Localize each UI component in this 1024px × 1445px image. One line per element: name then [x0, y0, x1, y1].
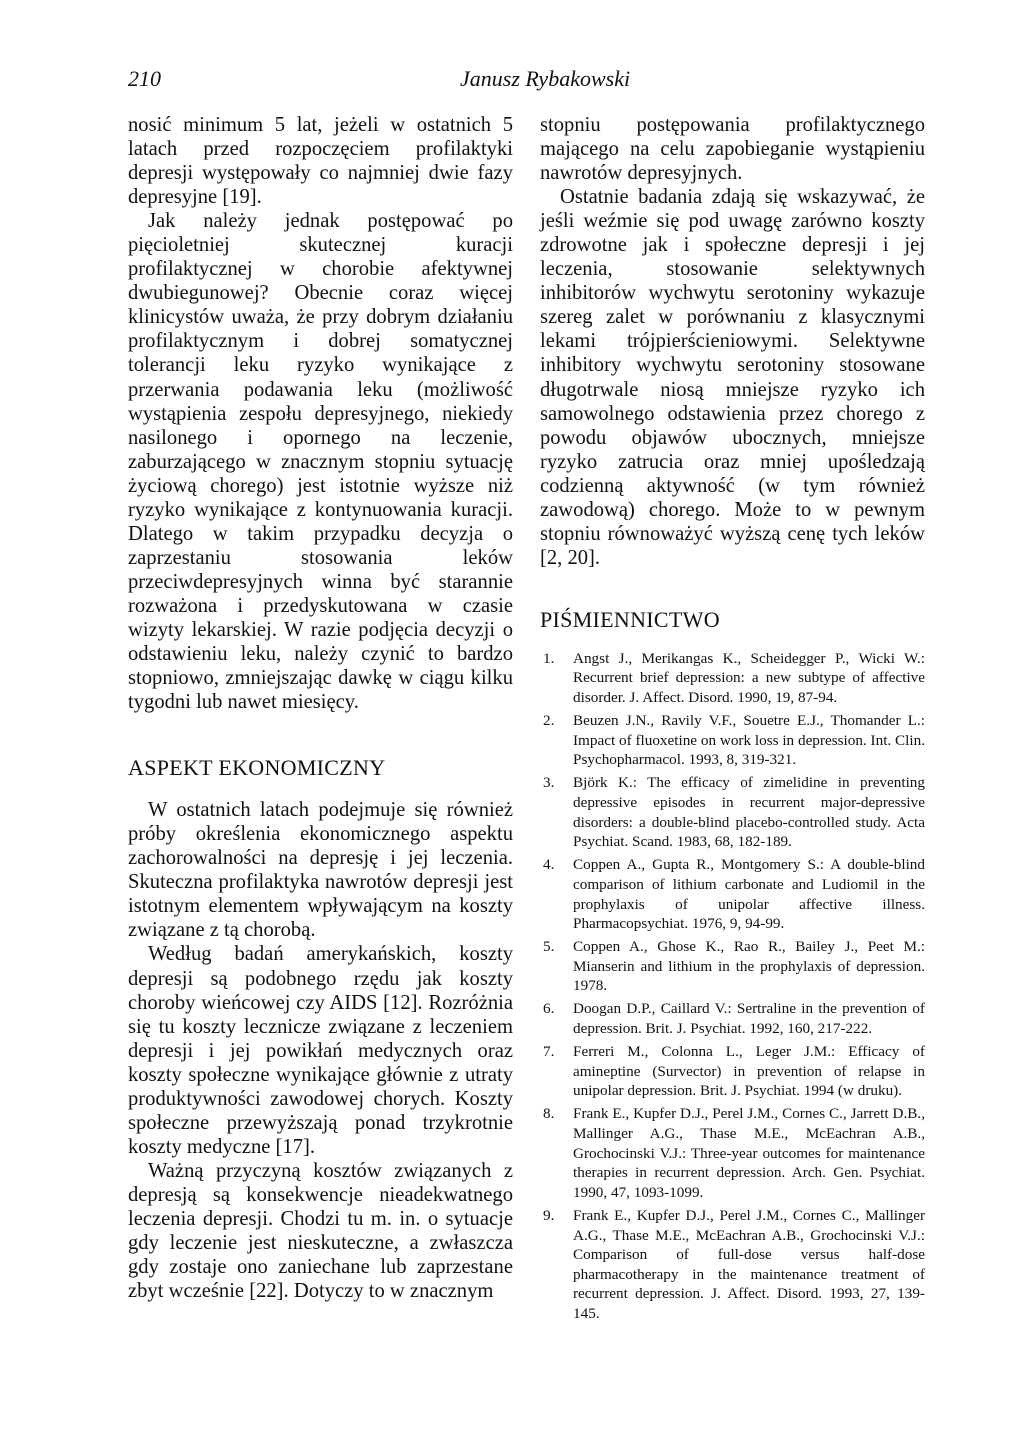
paragraph: nosić minimum 5 lat, jeżeli w ostatnich 5 latach przed rozpoczęciem profilaktyki depresji występowały co najmniej dwie fazy depresyjne [19].: [128, 114, 513, 209]
reference-number: 5.: [543, 938, 555, 956]
reference-list: [540, 649, 925, 1324]
paragraph: W ostatnich latach podejmuje się również próby określenia ekonomicznego aspektu zachorowalności na depresję i jej leczenia. Skuteczna profilaktyka nawrotów depresji jest istotnym elementem wpływającym na koszty związane z tą chorobą.: [128, 799, 513, 942]
reference-number: 2.: [543, 712, 555, 730]
running-head-author: Janusz Rybakowski: [460, 66, 631, 91]
reference-text: Coppen A., Ghose K., Rao R., Bailey J., Peet M.: Mianserin and lithium in the prophylaxis of depression. 1978.: [573, 938, 925, 995]
paragraph: stopniu postępowania profilaktycznego mającego na celu zapobieganie wystąpieniu nawrotów depresyjnych.: [540, 114, 925, 185]
reference-number: 7.: [543, 1043, 555, 1061]
reference-item: [540, 1042, 925, 1101]
paragraph: Według badań amerykańskich, koszty depresji są podobnego rzędu jak koszty choroby wieńcowej czy AIDS [12]. Rozróżnia się tu koszty lecznicze związane z leczeniem depresji i jej powikłań medycznych oraz koszty społeczne wynikające głównie z utraty produktywności zawodowej chorych. Koszty społeczne przewyższają ponad trzykrotnie koszty medyczne [17].: [128, 943, 513, 1158]
reference-number: 8.: [543, 1105, 555, 1123]
reference-item: [540, 937, 925, 996]
reference-text: Frank E., Kupfer D.J., Perel J.M., Cornes C., Mallinger A.G., Thase M.E., McEachran A.B., Grochocinski V.J.: Comparison of full-dose versus half-dose pharmacotherapy in the maintenance treatment of recurrent depression. J. Affect. Disord. 1993, 27, 139-145.: [573, 1206, 925, 1322]
page-number: 210: [128, 66, 161, 91]
reference-number: 9.: [543, 1206, 555, 1224]
reference-item: [540, 1104, 925, 1202]
reference-text: Angst J., Merikangas K., Scheidegger P., Wicki W.: Recurrent brief depression: a new subtype of affective disorder. J. Affect. Disord. 1990, 19, 87-94.: [573, 649, 925, 707]
reference-text: Doogan D.P., Caillard V.: Sertraline in the prevention of depression. Brit. J. Psychiat. 1992, 160, 217-222.: [573, 1000, 925, 1038]
paragraph: Ostatnie badania zdają się wskazywać, że jeśli weźmie się pod uwagę zarówno koszty zdrowotne jak i społeczne depresji i jej leczenia, stosowanie selektywnych inhibitorów wychwytu serotoniny wykazuje szereg zalet w porównaniu z klasycznymi lekami trójpierścieniowymi. Selektywne inhibitory wychwytu serotoniny stosowane długotrwale niosą mniejsze ryzyko ich samowolnego odstawienia przez chorego z powodu objawów ubocznych, mniejsze ryzyko zatrucia oraz mniej upośledzają codzienną aktywność (w tym również zawodową) chorego. Może to w pewnym stopniu równoważyć wyższą cenę tych leków [2, 20].: [540, 186, 925, 569]
reference-text: Coppen A., Gupta R., Montgomery S.: A double-blind comparison of lithium carbonate and Ludiomil in the prophylaxis of unipolar affective illness. Pharmacopsychiat. 1976, 9, 94-99.: [573, 856, 925, 933]
paragraph: Jak należy jednak postępować po pięcioletniej skutecznej kuracji profilaktycznej w chorobie afektywnej dwubiegunowej? Obecnie coraz więcej klinicystów uważa, że przy dobrym działaniu profilaktycznym i dobrej somatycznej tolerancji leku ryzyko wynikające z przerwania podawania leku (możliwość wystąpienia zespołu depresyjnego, niekiedy nasilonego i opornego na leczenie, zaburzającego w znacznym stopniu sytuację życiową chorego) jest istotnie wyższe niż ryzyko wynikające z kontynuowania kuracji. Dlatego w takim przypadku decyzja o zaprzestaniu stosowania leków przeciwdepresyjnych winna być starannie rozważona i przedyskutowana w czasie wizyty lekarskiej. W razie podjęcia decyzji o odstawieniu leku, należy czynić to bardzo stopniowo, zmniejszając dawkę w ciągu kilku tygodni lub nawet miesięcy.: [128, 210, 513, 714]
references-heading: PIŚMIENNICTWO: [540, 606, 720, 632]
page-header: [128, 66, 913, 96]
reference-item: [540, 999, 925, 1038]
section-heading: ASPEKT EKONOMICZNY: [128, 755, 386, 781]
reference-text: Frank E., Kupfer D.J., Perel J.M., Cornes C., Jarrett D.B., Mallinger A.G., Thase M.E., McEachran A.B., Grochocinski V.J.: Three-year outcomes for maintenance therapies in recurrent depression. Arch. Gen. Psychiat. 1990, 47, 1093-1099.: [573, 1105, 925, 1201]
reference-item: [540, 711, 925, 770]
reference-text: Björk K.: The efficacy of zimelidine in preventing depressive episodes in recurrent major-depressive disorders: a double-blind placebo-controlled study. Acta Psychiat. Scand. 1983, 68, 182-189.: [573, 774, 925, 851]
reference-number: 6.: [543, 1000, 555, 1018]
reference-item: [540, 1206, 925, 1324]
reference-text: Ferreri M., Colonna L., Leger J.M.: Efficacy of amineptine (Survector) in prevention of relapse in unipolar depression. Brit. J. Psychiat. 1994 (w druku).: [573, 1043, 925, 1100]
right-column: [540, 113, 925, 1327]
reference-item: [540, 773, 925, 851]
reference-number: 1.: [543, 649, 555, 667]
reference-number: 4.: [543, 856, 555, 874]
reference-text: Beuzen J.N., Ravily V.F., Souetre E.J., Thomander L.: Impact of fluoxetine on work loss in depression. Int. Clin. Psychopharmacol. 1993, 8, 319-321.: [573, 712, 925, 769]
reference-item: [540, 855, 925, 933]
paragraph: Ważną przyczyną kosztów związanych z depresją są konsekwencje nieadekwatnego leczenia depresji. Chodzi tu m. in. o sytuacje gdy leczenie jest nieskuteczne, a zwłaszcza gdy zostaje ono zaniechane lub zaprzestane zbyt wcześnie [22]. Dotyczy to w znacznym: [128, 1159, 513, 1303]
reference-item: [540, 649, 925, 708]
reference-number: 3.: [543, 774, 555, 792]
left-column: [128, 113, 513, 1303]
